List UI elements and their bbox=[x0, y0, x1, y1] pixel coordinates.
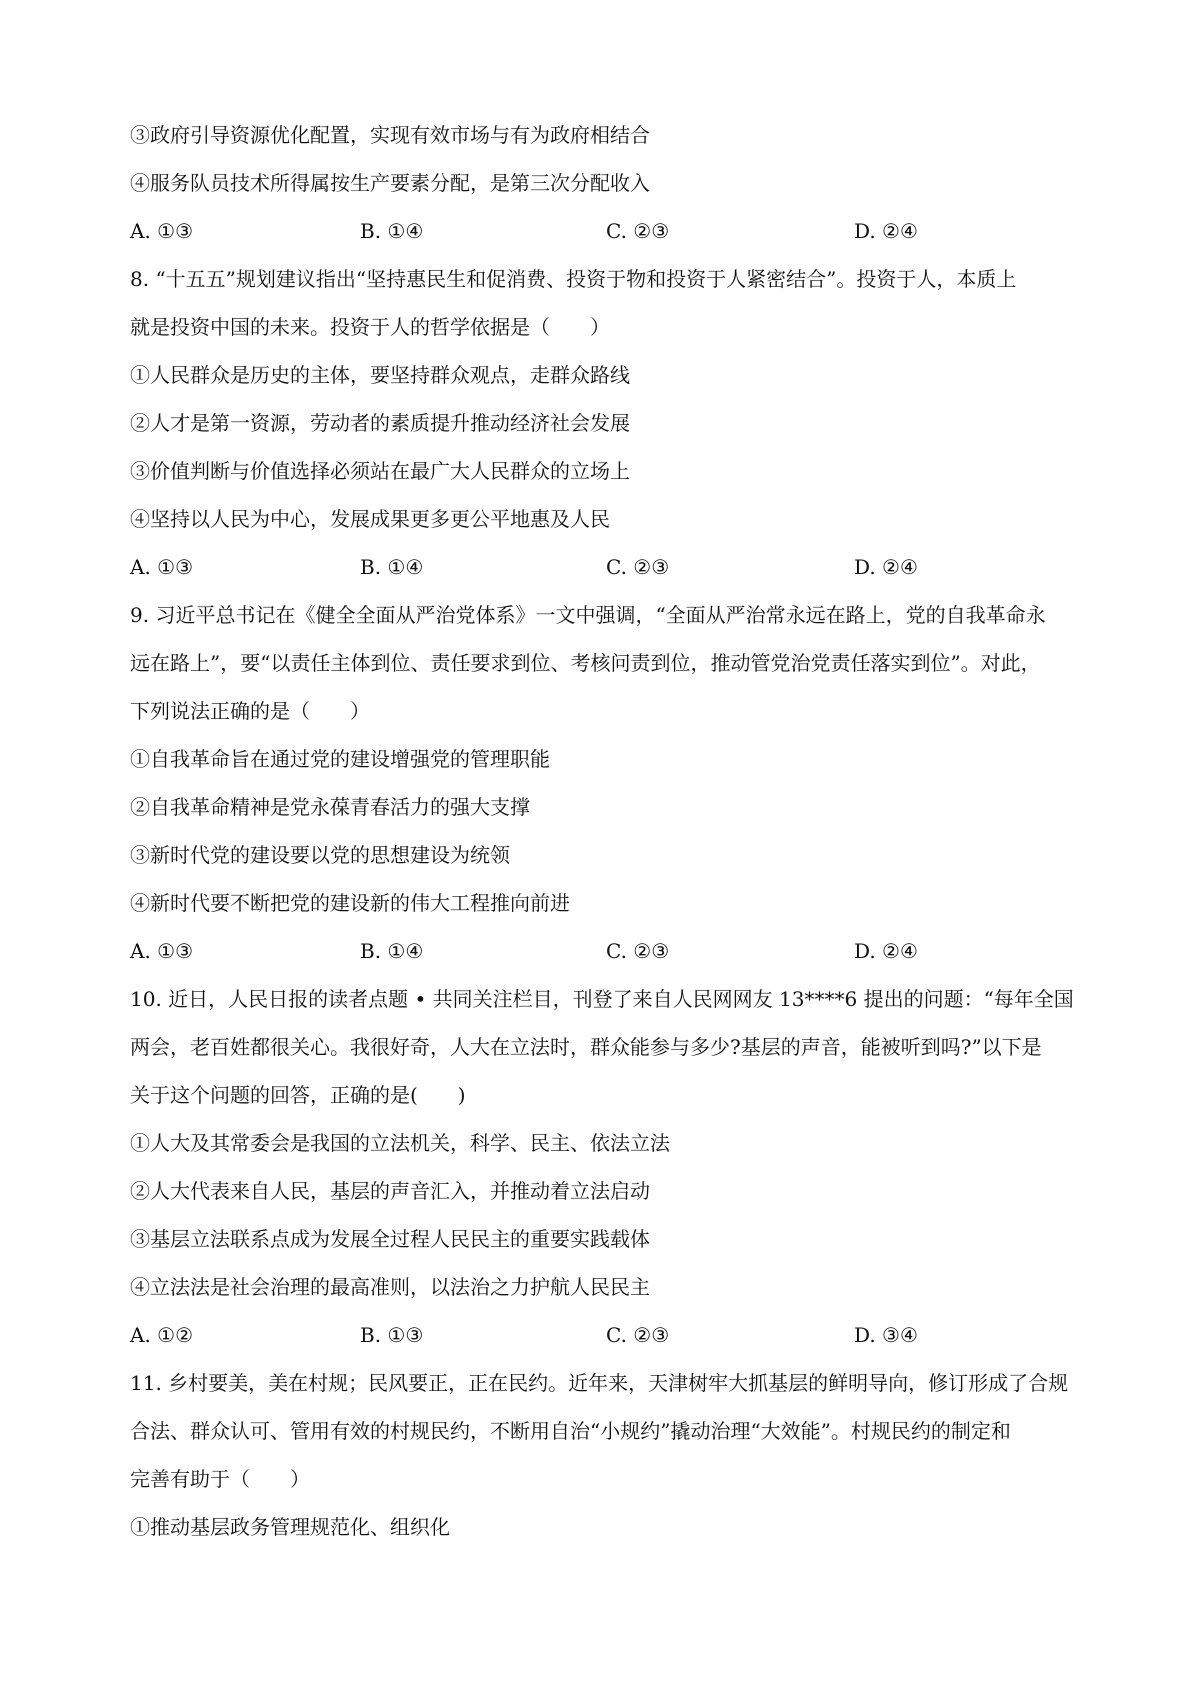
q11-stem-line-2: 合法、群众认可、管用有效的村规民约，不断用自治“小规约”撬动治理“大效能”。村规民约的制定和 bbox=[130, 1419, 1011, 1443]
q7-option-b: B. ①④ bbox=[360, 219, 424, 243]
q10-stem-line-3: 关于这个问题的回答，正确的是( ) bbox=[130, 1083, 466, 1107]
q10-stem-line-2: 两会，老百姓都很关心。我很好奇，人大在立法时，群众能参与多少?基层的声音，能被听到吗?”以下是 bbox=[130, 1035, 1042, 1059]
q10-option-d: D. ③④ bbox=[854, 1323, 918, 1347]
q8-statement-3: ③价值判断与价值选择必须站在最广大人民群众的立场上 bbox=[130, 459, 630, 483]
q8-stem-line-2: 就是投资中国的未来。投资于人的哲学依据是（ ） bbox=[130, 315, 610, 339]
q9-option-c: C. ②③ bbox=[606, 939, 670, 963]
q8-statement-4: ④坚持以人民为中心，发展成果更多更公平地惠及人民 bbox=[130, 507, 610, 531]
q10-statement-3: ③基层立法联系点成为发展全过程人民民主的重要实践载体 bbox=[130, 1227, 650, 1251]
q10-option-b: B. ①③ bbox=[360, 1323, 424, 1347]
q9-statement-2: ②自我革命精神是党永葆青春活力的强大支撑 bbox=[130, 795, 530, 819]
q9-statement-4: ④新时代要不断把党的建设新的伟大工程推向前进 bbox=[130, 891, 570, 915]
q9-stem-line-3: 下列说法正确的是（ ） bbox=[130, 699, 370, 723]
q10-option-c: C. ②③ bbox=[606, 1323, 670, 1347]
q10-statement-2: ②人大代表来自人民，基层的声音汇入，并推动着立法启动 bbox=[130, 1179, 650, 1203]
q11-stem-line-1: 11. 乡村要美，美在村规；民风要正，正在民约。近年来，天津树牢大抓基层的鲜明导向，修订形成了合规 bbox=[130, 1371, 1069, 1395]
q8-option-a: A. ①③ bbox=[130, 555, 194, 579]
q10-statement-4: ④立法法是社会治理的最高准则，以法治之力护航人民民主 bbox=[130, 1275, 650, 1299]
q11-stem-line-3: 完善有助于（ ） bbox=[130, 1467, 310, 1491]
q9-option-d: D. ②④ bbox=[854, 939, 918, 963]
q8-option-b: B. ①④ bbox=[360, 555, 424, 579]
q7-option-c: C. ②③ bbox=[606, 219, 670, 243]
q10-option-a: A. ①② bbox=[130, 1323, 194, 1347]
q10-stem-line-1: 10. 近日，人民日报的读者点题 • 共同关注栏目，刊登了来自人民网网友 13****6 提出的问题：“每年全国 bbox=[130, 987, 1074, 1011]
q9-stem-line-1: 9. 习近平总书记在《健全全面从严治党体系》一文中强调，“全面从严治常永远在路上，党的自我革命永 bbox=[130, 603, 1046, 627]
q7-statement-3: ③政府引导资源优化配置，实现有效市场与有为政府相结合 bbox=[130, 123, 650, 147]
q10-statement-1: ①人大及其常委会是我国的立法机关，科学、民主、依法立法 bbox=[130, 1131, 670, 1155]
q8-stem-line-1: 8. “十五五”规划建议指出“坚持惠民生和促消费、投资于物和投资于人紧密结合”。投资于人，本质上 bbox=[130, 267, 1017, 291]
q9-option-b: B. ①④ bbox=[360, 939, 424, 963]
q9-option-a: A. ①③ bbox=[130, 939, 194, 963]
q8-statement-1: ①人民群众是历史的主体，要坚持群众观点，走群众路线 bbox=[130, 363, 630, 387]
q7-option-a: A. ①③ bbox=[130, 219, 194, 243]
q9-stem-line-2: 远在路上”，要“以责任主体到位、责任要求到位、考核问责到位，推动管党治党责任落实到位”。对此， bbox=[130, 651, 1041, 675]
q9-statement-3: ③新时代党的建设要以党的思想建设为统领 bbox=[130, 843, 510, 867]
q8-option-d: D. ②④ bbox=[854, 555, 918, 579]
q7-option-d: D. ②④ bbox=[854, 219, 918, 243]
q11-statement-1: ①推动基层政务管理规范化、组织化 bbox=[130, 1515, 450, 1539]
q8-statement-2: ②人才是第一资源，劳动者的素质提升推动经济社会发展 bbox=[130, 411, 630, 435]
q8-option-c: C. ②③ bbox=[606, 555, 670, 579]
q7-statement-4: ④服务队员技术所得属按生产要素分配，是第三次分配收入 bbox=[130, 171, 650, 195]
q9-statement-1: ①自我革命旨在通过党的建设增强党的管理职能 bbox=[130, 747, 550, 771]
